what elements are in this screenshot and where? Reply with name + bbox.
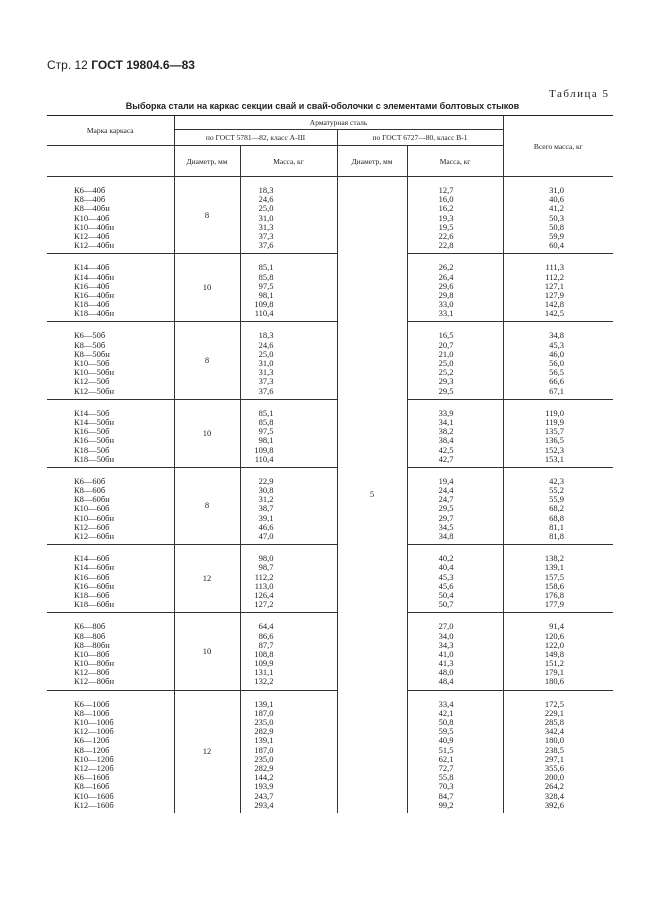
mark-cell-value: К14—60бн	[74, 562, 115, 573]
total-cell-value: 111,3	[545, 262, 565, 273]
b1-mass-cell-value: 16,0	[438, 194, 454, 205]
table-row-group	[47, 545, 613, 613]
a3-mass-cell-value: 110,4	[254, 308, 274, 319]
mark-cell-value: К10—120б	[74, 753, 114, 764]
mark-cell	[47, 467, 174, 544]
b1-mass-cell-value: 99,2	[438, 799, 454, 810]
mark-cell-value: К14—60б	[74, 553, 110, 564]
b1-mass-cell-value: 70,3	[438, 781, 454, 792]
mark-cell-value: К8—40бн	[74, 203, 110, 214]
table-number: Таблица 5	[549, 88, 610, 100]
a3-mass-cell-value: 24,6	[258, 194, 274, 205]
a3-mass-cell-value: 18,3	[258, 330, 274, 341]
b1-mass-cell-value: 26,2	[438, 262, 454, 273]
total-cell-value: 139,1	[544, 562, 565, 573]
total-cell-value: 238,5	[544, 744, 565, 755]
b1-mass-cell-value: 50,4	[438, 589, 454, 600]
a3-mass-cell-value: 87,7	[258, 639, 274, 650]
mark-cell-value: К12—160б	[74, 799, 114, 810]
a3-mass-cell-value: 31,2	[258, 494, 274, 505]
a3-mass-cell-value: 37,6	[258, 240, 274, 251]
total-cell-value: 67,1	[549, 385, 565, 396]
a3-mass-cell-value: 98,1	[258, 435, 274, 446]
mark-cell-value: К12—80б	[74, 667, 110, 678]
b1-mass-cell	[407, 545, 503, 613]
a3-mass-cell-value: 85,8	[258, 271, 274, 282]
total-cell-value: 172,5	[544, 698, 565, 709]
b1-mass-cell-value: 16,5	[438, 330, 454, 341]
total-cell-value: 152,3	[544, 444, 565, 455]
gost-number: ГОСТ 19804.6—83	[91, 58, 195, 72]
total-cell-value: 59,9	[549, 230, 565, 241]
mark-cell-value: К12—40бн	[74, 240, 115, 251]
b1-mass-cell-value: 40,2	[438, 553, 454, 564]
a3-mass-cell-value: 112,2	[254, 571, 274, 582]
a3-mass-cell-value: 187,0	[254, 707, 274, 718]
mark-cell-value: К12—120б	[74, 762, 114, 773]
mark-cell-value: К6—80б	[74, 621, 106, 632]
total-cell-value: 40,6	[549, 194, 565, 205]
total-cell-value: 41,2	[549, 203, 565, 214]
total-cell	[503, 399, 613, 467]
a3-mass-cell-value: 282,9	[254, 726, 274, 737]
total-cell-value: 297,1	[544, 753, 565, 764]
a3-mass-cell-value: 282,9	[254, 762, 274, 773]
total-cell-value: 342,4	[544, 726, 565, 737]
total-cell-value: 120,6	[544, 630, 565, 641]
total-cell-value: 81,1	[549, 521, 565, 532]
a3-mass-cell-value: 131,1	[254, 667, 274, 678]
a3-mass-cell-value: 25,0	[258, 348, 274, 359]
mark-cell-value: К6—50б	[74, 330, 106, 341]
b1-mass-cell	[407, 690, 503, 813]
mark-cell-value: К18—60бн	[74, 599, 115, 610]
table-row-group	[47, 613, 613, 690]
a3-diameter-cell: 8	[174, 177, 240, 254]
mark-cell	[47, 690, 174, 813]
total-cell-value: 153,1	[544, 453, 565, 464]
mark-cell	[47, 177, 174, 254]
a3-mass-cell	[240, 399, 337, 467]
b1-mass-cell-value: 19,5	[438, 221, 454, 232]
total-cell-value: 60,4	[549, 240, 565, 251]
mark-cell-value: К18—50б	[74, 444, 110, 455]
a3-diameter-cell: 12	[174, 545, 240, 613]
a3-mass-cell-value: 31,0	[258, 212, 274, 223]
b1-mass-cell-value: 50,7	[438, 599, 454, 610]
a3-mass-cell-value: 47,0	[258, 531, 274, 541]
total-cell-value: 151,2	[544, 658, 565, 669]
b1-mass-cell-value: 51,5	[438, 744, 454, 755]
a3-mass-cell	[240, 690, 337, 813]
total-cell-value: 149,8	[544, 648, 565, 659]
total-cell-value: 56,5	[549, 367, 565, 378]
mark-cell-value: К18—40б	[74, 299, 110, 310]
total-cell	[503, 690, 613, 813]
total-cell-value: 50,3	[549, 212, 565, 223]
total-cell	[503, 467, 613, 544]
mark-cell-value: К12—50бн	[74, 385, 115, 396]
table-row-group	[47, 467, 613, 544]
total-cell-value: 142,5	[544, 308, 565, 319]
a3-mass-cell-value: 31,0	[258, 358, 274, 368]
a3-mass-cell-value: 25,0	[258, 203, 274, 214]
a3-mass-cell-value: 98,1	[258, 289, 274, 300]
b1-mass-cell-value: 42,5	[438, 444, 454, 455]
total-cell-value: 46,0	[549, 348, 565, 359]
total-cell-value: 355,6	[544, 762, 565, 773]
b1-mass-cell-value: 84,7	[438, 790, 454, 801]
mark-cell-value: К16—50б	[74, 426, 110, 437]
mark-cell-value: К12—100б	[74, 726, 114, 737]
total-cell-value: 285,8	[544, 717, 565, 727]
mark-cell	[47, 254, 174, 322]
col-b1-mass-header: Масса, кг	[407, 146, 503, 177]
mark-cell-value: К10—80бн	[74, 658, 115, 669]
total-cell-value: 180,0	[544, 735, 565, 746]
a3-mass-cell-value: 18,3	[258, 185, 274, 195]
mark-cell-value: К8—60бн	[74, 494, 110, 505]
b1-mass-cell-value: 34,5	[438, 521, 454, 532]
total-cell-value: 392,6	[544, 799, 565, 810]
b1-mass-cell-value: 29,5	[438, 385, 454, 396]
mark-cell-value: К16—60бн	[74, 580, 115, 591]
a3-mass-cell-value: 22,9	[258, 475, 274, 486]
mark-cell-value: К8—80бн	[74, 639, 110, 650]
b1-mass-cell-value: 29,5	[438, 503, 454, 514]
a3-mass-cell-value: 97,5	[258, 426, 274, 437]
a3-diameter-cell: 10	[174, 399, 240, 467]
b1-mass-cell-value: 41,0	[438, 648, 454, 659]
mark-cell-value: К10—80б	[74, 648, 110, 659]
col-a3-diameter-header: Диаметр, мм	[174, 146, 240, 177]
mark-cell-value: К8—50бн	[74, 348, 110, 359]
total-cell-value: 135,7	[544, 426, 565, 437]
col-mark-header: Марка каркаса	[47, 116, 174, 146]
b1-mass-cell-value: 29,8	[438, 289, 454, 300]
a3-mass-cell-value: 98,7	[258, 562, 274, 573]
total-cell-value: 55,2	[549, 485, 565, 496]
table-body	[47, 177, 613, 813]
total-cell-value: 68,2	[549, 503, 565, 514]
b1-mass-cell-value: 45,6	[438, 580, 454, 591]
b1-mass-cell-value: 33,9	[438, 407, 454, 418]
mark-cell-value: К10—60бн	[74, 512, 115, 523]
total-cell-value: 200,0	[544, 772, 565, 783]
a3-mass-cell-value: 37,6	[258, 385, 274, 396]
a3-mass-cell-value: 64,4	[258, 621, 274, 632]
a3-mass-cell-value: 293,4	[254, 799, 274, 810]
table-row-group	[47, 690, 613, 813]
a3-mass-cell-value: 31,3	[258, 367, 274, 378]
total-cell-value: 68,8	[549, 512, 565, 523]
b1-mass-cell-value: 72,7	[438, 762, 454, 773]
page-header	[47, 58, 195, 72]
a3-mass-cell-value: 97,5	[258, 280, 274, 291]
b1-mass-cell-value: 29,7	[438, 512, 454, 523]
b1-mass-cell-value: 12,7	[438, 185, 454, 195]
total-cell-value: 31,0	[549, 185, 565, 195]
mark-cell-value: К6—40б	[74, 185, 106, 195]
mark-cell-value: К8—100б	[74, 707, 110, 718]
a3-mass-cell-value: 85,1	[258, 407, 274, 418]
a3-mass-cell-value: 113,0	[254, 580, 274, 591]
total-cell-value: 158,6	[544, 580, 565, 591]
b1-mass-cell-value: 25,2	[438, 367, 454, 378]
a3-mass-cell-value: 127,2	[254, 599, 274, 610]
a3-mass-cell-value: 109,8	[254, 444, 274, 455]
total-cell-value: 127,9	[544, 289, 565, 300]
total-cell	[503, 254, 613, 322]
b1-diameter-cell: 5	[337, 177, 407, 813]
mark-cell	[47, 322, 174, 399]
mark-cell	[47, 613, 174, 690]
total-cell-value: 177,9	[544, 599, 565, 610]
b1-mass-cell	[407, 613, 503, 690]
col-a3-mass-header: Масса, кг	[240, 146, 337, 177]
total-cell-value: 176,8	[544, 589, 565, 600]
a3-diameter-cell: 8	[174, 322, 240, 399]
steel-table	[47, 115, 613, 813]
a3-mass-cell-value: 235,0	[254, 753, 274, 764]
a3-mass-cell	[240, 545, 337, 613]
total-cell-value: 229,1	[544, 707, 565, 718]
b1-mass-cell-value: 40,9	[438, 735, 454, 746]
mark-cell-value: К10—40б	[74, 212, 110, 223]
b1-mass-cell	[407, 322, 503, 399]
a3-mass-cell-value: 85,8	[258, 416, 274, 427]
b1-mass-cell-value: 42,1	[438, 707, 454, 718]
b1-mass-cell-value: 29,6	[438, 280, 454, 291]
b1-mass-cell-value: 42,7	[438, 453, 454, 464]
a3-mass-cell-value: 86,6	[258, 630, 274, 641]
table-row-group	[47, 254, 613, 322]
mark-cell-value: К12—60б	[74, 521, 110, 532]
b1-mass-cell-value: 34,0	[438, 630, 454, 641]
b1-mass-cell-value: 19,3	[438, 212, 454, 223]
a3-mass-cell-value: 24,6	[258, 339, 274, 350]
mark-cell-value: К8—80б	[74, 630, 106, 641]
mark-cell	[47, 399, 174, 467]
b1-mass-cell	[407, 399, 503, 467]
table-row-group	[47, 177, 613, 254]
a3-mass-cell	[240, 322, 337, 399]
total-cell-value: 264,2	[544, 781, 565, 792]
a3-mass-cell-value: 110,4	[254, 453, 274, 464]
total-cell-value: 119,9	[545, 416, 565, 427]
b1-mass-cell-value: 21,0	[438, 348, 454, 359]
a3-mass-cell-value: 37,3	[258, 230, 274, 241]
b1-mass-cell-value: 33,4	[438, 698, 454, 709]
table-row-group	[47, 399, 613, 467]
b1-mass-cell-value: 34,1	[438, 416, 454, 427]
col-a3-header: по ГОСТ 5781—82, класс А-III	[174, 130, 337, 146]
total-cell	[503, 545, 613, 613]
total-cell-value: 180,6	[544, 676, 565, 687]
mark-cell-value: К16—50бн	[74, 435, 115, 446]
b1-mass-cell-value: 20,7	[438, 339, 454, 350]
a3-diameter-cell: 10	[174, 613, 240, 690]
mark-cell-value: К6—100б	[74, 698, 110, 709]
a3-mass-cell	[240, 613, 337, 690]
a3-mass-cell-value: 98,0	[258, 553, 274, 564]
mark-cell-value: К6—160б	[74, 772, 110, 783]
b1-mass-cell-value: 19,4	[438, 475, 454, 486]
mark-cell	[47, 545, 174, 613]
a3-mass-cell-value: 193,9	[254, 781, 274, 792]
b1-mass-cell-value: 40,4	[438, 562, 454, 573]
total-cell-value: 119,0	[545, 407, 565, 418]
b1-mass-cell-value: 27,0	[438, 621, 454, 632]
mark-cell-value: К10—100б	[74, 717, 114, 727]
a3-mass-cell-value: 109,8	[254, 299, 274, 310]
mark-cell-value: К14—50б	[74, 407, 110, 418]
col-group-header: Арматурная сталь	[174, 116, 503, 130]
total-cell-value: 127,1	[544, 280, 565, 291]
b1-mass-cell-value: 50,8	[438, 717, 454, 727]
mark-cell-value: К10—50б	[74, 358, 110, 368]
b1-mass-cell-value: 59,5	[438, 726, 454, 737]
mark-cell-value: К12—40б	[74, 230, 110, 241]
col-total-header: Всего масса, кг	[503, 116, 613, 177]
b1-mass-cell-value: 16,2	[438, 203, 454, 214]
table-title: Выборка стали на каркас секции свай и свай-оболочки с элементами болтовых стыков	[125, 101, 520, 111]
total-cell-value: 136,5	[544, 435, 565, 446]
mark-cell-value: К8—40б	[74, 194, 106, 205]
b1-mass-cell-value: 33,0	[438, 299, 454, 310]
total-cell	[503, 613, 613, 690]
mark-cell-value: К12—60бн	[74, 531, 115, 541]
total-cell-value: 112,2	[545, 271, 565, 282]
b1-mass-cell-value: 38,2	[438, 426, 454, 437]
a3-mass-cell-value: 37,3	[258, 376, 274, 387]
b1-mass-cell	[407, 467, 503, 544]
mark-cell-value: К6—60б	[74, 475, 106, 486]
total-cell-value: 122,0	[544, 639, 565, 650]
mark-cell-value: К10—50бн	[74, 367, 115, 378]
total-cell-value: 138,2	[544, 553, 565, 564]
mark-cell-value: К8—120б	[74, 744, 110, 755]
a3-diameter-cell: 10	[174, 254, 240, 322]
mark-cell-value: К18—50бн	[74, 453, 115, 464]
a3-mass-cell-value: 144,2	[254, 772, 274, 783]
mark-cell-value: К16—60б	[74, 571, 110, 582]
b1-mass-cell	[407, 254, 503, 322]
b1-mass-cell-value: 34,8	[438, 531, 454, 541]
a3-mass-cell	[240, 467, 337, 544]
total-cell	[503, 177, 613, 254]
b1-mass-cell-value: 22,6	[438, 230, 454, 241]
b1-mass-cell-value: 38,4	[438, 435, 454, 446]
b1-mass-cell-value: 29,3	[438, 376, 454, 387]
mark-cell-value: К14—50бн	[74, 416, 115, 427]
mark-cell-value: К8—60б	[74, 485, 106, 496]
a3-mass-cell-value: 126,4	[254, 589, 274, 600]
b1-mass-cell-value: 33,1	[438, 308, 454, 319]
total-cell-value: 50,8	[549, 221, 565, 232]
b1-mass-cell-value: 45,3	[438, 571, 454, 582]
a3-mass-cell-value: 132,2	[254, 676, 274, 687]
mark-cell-value: К12—80бн	[74, 676, 115, 687]
b1-mass-cell-value: 24,4	[438, 485, 454, 496]
a3-mass-cell-value: 139,1	[254, 698, 274, 709]
a3-mass-cell-value: 30,8	[258, 485, 274, 496]
mark-cell-value: К10—160б	[74, 790, 114, 801]
mark-cell-value: К16—40бн	[74, 289, 115, 300]
a3-mass-cell	[240, 254, 337, 322]
a3-mass-cell-value: 187,0	[254, 744, 274, 755]
mark-cell-value: К8—50б	[74, 339, 106, 350]
b1-mass-cell-value: 62,1	[438, 753, 454, 764]
mark-cell-value: К14—40б	[74, 262, 110, 273]
a3-mass-cell-value: 85,1	[258, 262, 274, 273]
mark-cell-value: К12—50б	[74, 376, 110, 387]
a3-mass-cell-value: 46,6	[258, 521, 274, 532]
b1-mass-cell-value: 22,8	[438, 240, 454, 251]
total-cell-value: 328,4	[544, 790, 565, 801]
a3-mass-cell-value: 139,1	[254, 735, 274, 746]
total-cell-value: 34,8	[549, 330, 565, 341]
mark-cell-value: К10—60б	[74, 503, 110, 514]
b1-mass-cell-value: 48,0	[438, 667, 454, 678]
a3-mass-cell	[240, 177, 337, 254]
mark-cell-value: К18—60б	[74, 589, 110, 600]
total-cell-value: 157,5	[544, 571, 565, 582]
total-cell-value: 56,0	[549, 358, 565, 368]
total-cell-value: 91,4	[549, 621, 565, 632]
total-cell-value: 45,3	[549, 339, 565, 350]
mark-cell-value: К8—160б	[74, 781, 110, 792]
col-b1-diameter-header: Диаметр, мм	[337, 146, 407, 177]
a3-diameter-cell: 8	[174, 467, 240, 544]
mark-cell-value: К14—40бн	[74, 271, 115, 282]
a3-mass-cell-value: 243,7	[254, 790, 274, 801]
a3-mass-cell-value: 109,9	[254, 658, 274, 669]
mark-cell-value: К6—120б	[74, 735, 110, 746]
a3-mass-cell-value: 31,3	[258, 221, 274, 232]
b1-mass-cell	[407, 177, 503, 254]
mark-cell-value: К10—40бн	[74, 221, 115, 232]
b1-mass-cell-value: 24,7	[438, 494, 454, 505]
b1-mass-cell-value: 41,3	[438, 658, 454, 669]
a3-mass-cell-value: 38,7	[258, 503, 274, 514]
b1-mass-cell-value: 55,8	[438, 772, 454, 783]
total-cell-value: 42,3	[549, 475, 565, 486]
b1-mass-cell-value: 25,0	[438, 358, 454, 368]
col-b1-header: по ГОСТ 6727—80, класс В-1	[337, 130, 503, 146]
b1-mass-cell-value: 26,4	[438, 271, 454, 282]
total-cell	[503, 322, 613, 399]
total-cell-value: 55,9	[549, 494, 565, 505]
total-cell-value: 81,8	[549, 531, 565, 541]
a3-mass-cell-value: 108,8	[254, 648, 274, 659]
table-row-group	[47, 322, 613, 399]
page-label: Стр. 12	[47, 58, 88, 72]
a3-diameter-cell: 12	[174, 690, 240, 813]
mark-cell-value: К18—40бн	[74, 308, 115, 319]
a3-mass-cell-value: 39,1	[258, 512, 274, 523]
b1-mass-cell-value: 34,3	[438, 639, 454, 650]
total-cell-value: 66,6	[549, 376, 565, 387]
a3-mass-cell-value: 235,0	[254, 717, 274, 727]
b1-mass-cell-value: 48,4	[438, 676, 454, 687]
mark-cell-value: К16—40б	[74, 280, 110, 291]
total-cell-value: 142,8	[544, 299, 565, 310]
total-cell-value: 179,1	[544, 667, 565, 678]
